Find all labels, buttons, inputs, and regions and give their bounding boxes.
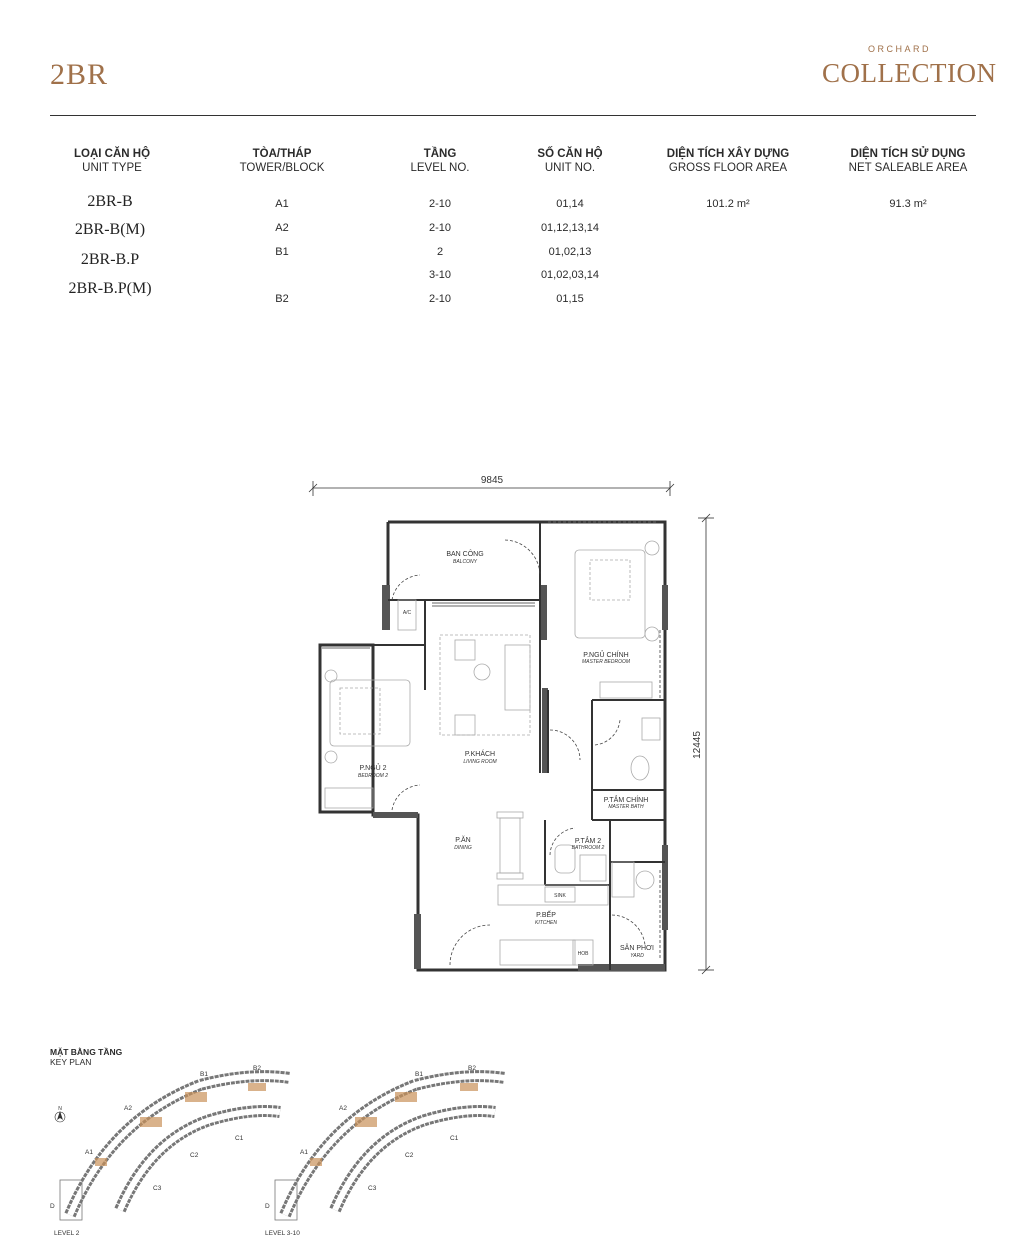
ac-label: A/C — [402, 610, 412, 616]
sink-label: SINK — [554, 893, 566, 899]
room-yard — [620, 943, 654, 959]
room-dining — [454, 835, 472, 851]
svg-text:BEDROOM 2: BEDROOM 2 — [357, 773, 389, 779]
cell-units: 01,15 — [556, 293, 584, 305]
unit-type: 2BR-B(M) — [74, 221, 146, 238]
block-label: C3 — [153, 1185, 162, 1192]
block-label: B2 — [468, 1065, 476, 1072]
block-label: A2 — [339, 1105, 347, 1112]
level-label: LEVEL 2 — [54, 1230, 80, 1237]
block-label: C2 — [190, 1152, 199, 1159]
svg-text:MASTER BEDROOM: MASTER BEDROOM — [581, 659, 631, 665]
room-living — [463, 749, 497, 765]
key-plan-level-2 — [60, 1076, 290, 1220]
col-unit-type: LOẠI CĂN HỘ UNIT TYPE — [73, 148, 151, 174]
cell-units: 01,02,03,14 — [540, 269, 600, 281]
block-label: C2 — [405, 1152, 414, 1159]
unit-type: 2BR-B.P(M) — [68, 280, 152, 297]
cell-tower: B1 — [275, 246, 289, 258]
cell-tower: B2 — [275, 293, 289, 305]
height-dimension-label: 12445 — [692, 731, 703, 759]
room-bedroom-2 — [358, 763, 388, 779]
cell-level: 2-10 — [428, 198, 452, 210]
room-balcony — [446, 549, 483, 565]
gross-area-value: 101.2 m² — [706, 198, 750, 210]
svg-text:BATHROOM 2: BATHROOM 2 — [571, 845, 605, 851]
page-title: 2BR — [50, 58, 109, 91]
cell-level: 3-10 — [428, 269, 452, 281]
col-level: TẦNG LEVEL NO. — [410, 148, 470, 174]
col-tower: TÒA/THÁP TOWER/BLOCK — [239, 148, 325, 174]
cell-units: 01,14 — [556, 198, 584, 210]
cell-units: 01,02,13 — [548, 246, 592, 258]
cell-tower: A2 — [275, 222, 289, 234]
svg-text:MASTER BATH: MASTER BATH — [608, 804, 644, 810]
block-label: A1 — [300, 1149, 308, 1156]
block-label: B1 — [200, 1071, 208, 1078]
col-net-area: DIỆN TÍCH SỬ DỤNG NET SALEABLE AREA — [848, 148, 968, 174]
room-bathroom-2 — [572, 836, 605, 851]
svg-text:YARD: YARD — [630, 953, 644, 959]
block-label: B2 — [253, 1065, 261, 1072]
unit-type: 2BR-B — [87, 193, 133, 210]
cell-level: 2 — [436, 246, 444, 258]
level-label: LEVEL 3-10 — [265, 1230, 300, 1237]
block-label: C1 — [450, 1135, 459, 1142]
svg-text:LIVING ROOM: LIVING ROOM — [463, 759, 497, 765]
hob-label: HOB — [577, 951, 589, 957]
net-area-value: 91.3 m² — [889, 198, 927, 210]
svg-text:P.KHÁCH: P.KHÁCH — [464, 751, 496, 758]
svg-text:SÂN PHƠI: SÂN PHƠI — [619, 945, 655, 952]
col-gross-area: DIỆN TÍCH XÂY DỰNG GROSS FLOOR AREA — [666, 148, 790, 174]
svg-text:N: N — [58, 1106, 62, 1112]
block-label: D — [50, 1203, 55, 1210]
block-label: D — [265, 1203, 270, 1210]
brand-logo: COLLECTION — [822, 58, 997, 88]
room-kitchen — [535, 909, 557, 926]
room-master-bedroom — [582, 650, 631, 665]
col-unit-no: SỐ CĂN HỘ UNIT NO. — [537, 148, 603, 174]
svg-text:KITCHEN: KITCHEN — [535, 920, 557, 926]
door-swings — [392, 540, 645, 965]
brand-logo-top: ORCHARD — [868, 44, 932, 54]
block-label: C3 — [368, 1185, 377, 1192]
block-label: A2 — [124, 1105, 132, 1112]
north-arrow-icon — [55, 1106, 65, 1122]
svg-text:BALCONY: BALCONY — [453, 559, 477, 565]
svg-text:P.NGỦ 2: P.NGỦ 2 — [359, 765, 387, 772]
room-master-bath — [604, 795, 649, 810]
svg-text:P.ĂN: P.ĂN — [455, 837, 471, 844]
cell-tower: A1 — [275, 198, 289, 210]
block-label: B1 — [415, 1071, 423, 1078]
cell-units: 01,12,13,14 — [540, 222, 600, 234]
unit-type: 2BR-B.P — [80, 251, 140, 268]
key-plan-title: MẶT BẰNG TẦNG KEY PLAN — [50, 1047, 123, 1067]
svg-text:P.TẮM CHÍNH: P.TẮM CHÍNH — [603, 797, 649, 804]
svg-text:P.NGỦ CHÍNH: P.NGỦ CHÍNH — [583, 652, 629, 659]
block-label: A1 — [85, 1149, 93, 1156]
svg-text:BAN CÔNG: BAN CÔNG — [446, 551, 484, 558]
svg-text:P.BẾP: P.BẾP — [536, 912, 556, 919]
cell-level: 2-10 — [428, 293, 452, 305]
block-label: C1 — [235, 1135, 244, 1142]
width-dimension-label: 9845 — [480, 475, 504, 486]
svg-text:P.TẮM 2: P.TẮM 2 — [574, 838, 602, 845]
cell-level: 2-10 — [428, 222, 452, 234]
svg-text:DINING: DINING — [454, 845, 472, 851]
key-plan-level-3-10 — [275, 1076, 505, 1220]
